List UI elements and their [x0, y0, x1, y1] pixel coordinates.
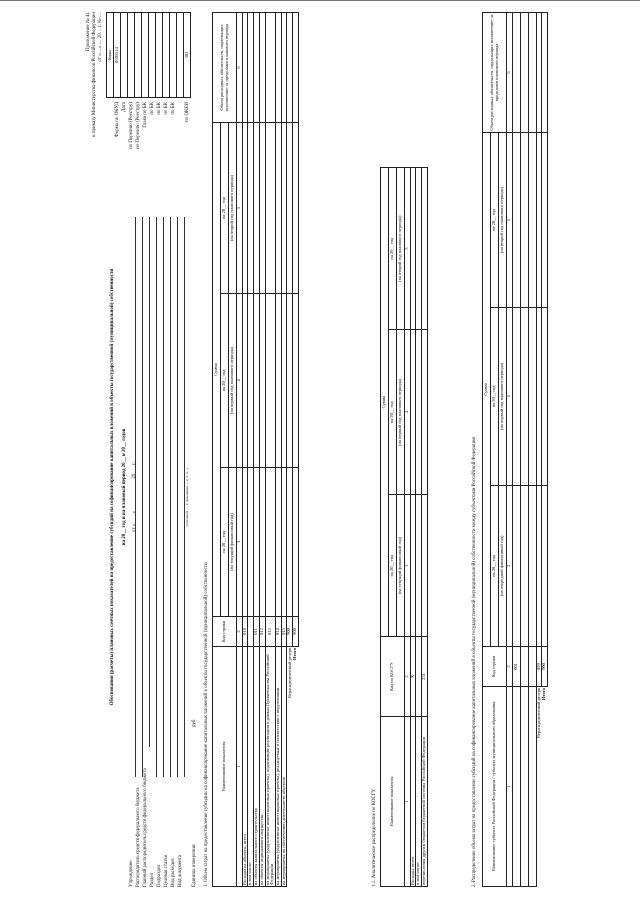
- s11-col-sum: Сумма: [381, 168, 389, 637]
- table-row: [528, 13, 536, 887]
- field-subsection: Подраздел: [157, 864, 162, 887]
- code-cell: [142, 13, 149, 98]
- s2-col-code: Код строки: [483, 647, 507, 687]
- code-cell: [177, 13, 184, 98]
- s1-col-code: Код строки: [213, 617, 237, 647]
- s2-reserve-code: 899: [536, 647, 542, 687]
- s1-col-y2-sub: (на первый год планового периода): [229, 293, 237, 467]
- s1-col-y1-sub: (на текущий финансовый год): [229, 467, 237, 616]
- bk-label-3: по БК: [164, 102, 169, 115]
- section11-title: 1.1. Аналитическое распределение по КОСГУ: [372, 788, 377, 887]
- section2-title: 2. Распределение объема затрат на предоставление субсидий на софинансирование капитальных вложений в объекты государственной (муниципальной) собственности между субъектами Российской Федерации: [472, 436, 477, 887]
- s2-reserve-label: Нераспределенный резерв: [535, 688, 541, 739]
- s11-colnum: 1: [405, 717, 411, 887]
- field-line: [156, 217, 157, 777]
- doc-type-hint: (основной — 1; изменения — 2, 3, 4 ...): [185, 467, 189, 527]
- s11-col-code: Код по КОСГУ: [381, 637, 405, 717]
- s2-colnum: 6: [507, 13, 513, 133]
- s11-col-name: Наименование показателя: [381, 717, 405, 887]
- s1-row-name: в том числе:: [248, 647, 254, 887]
- s1-colnum: 2: [237, 617, 243, 647]
- bk-chapter-label: Глава по БК: [143, 102, 148, 128]
- s1-total-label: Итого: [292, 648, 298, 661]
- s1-row-code: 010: [242, 617, 248, 647]
- s1-row-code: 012: [259, 617, 265, 647]
- okei-code: 383: [184, 13, 191, 98]
- field-institution: Учреждение: [129, 860, 134, 887]
- table-row: [265, 13, 275, 887]
- s1-colnum: 4: [237, 293, 243, 467]
- field-line: [142, 217, 143, 777]
- okei-label: по ОКЕИ: [185, 102, 190, 123]
- s2-col-y1-sub: (на очередной финансовый год): [499, 485, 507, 646]
- code-cell: [156, 13, 163, 98]
- s2-col-name: Наименование субъекта Российской Федерации / субъекта муниципального образования: [483, 687, 507, 887]
- s11-colnum: 2: [405, 637, 411, 717]
- s1-col-name: Наименование показателя: [213, 647, 237, 887]
- rotated-sheet: [80, 2, 610, 897]
- appendix-line3: от «…» … 20… г. № …: [98, 12, 103, 62]
- document-date: от «____» ____________ 20___ г.: [132, 462, 137, 532]
- s2-col-y3: на 20__ год: [491, 133, 499, 308]
- field-distributor: Распорядитель средств федерального бюджета: [136, 787, 141, 887]
- s11-col-y2-sub: (на первый год планового периода): [397, 330, 405, 495]
- form-okud-label: Форма по ОКУД: [115, 102, 120, 138]
- section1-title: 1. Объем затрат на предоставление субсидии на софинансирование капитальных вложений в объекты государственной (муниципальной) собственности: [204, 562, 209, 887]
- s2-col-y1: на 20__ год: [491, 485, 499, 646]
- s1-row-name: на мероприятия (укрупненные инвестиционные проекты), реализуемые в соответствии с поручениями: [276, 647, 282, 887]
- field-expense-type: Вид расходов: [171, 858, 176, 887]
- s2-row-name: [512, 687, 520, 887]
- document-title: Обоснования (расчеты) плановых сметных показателей на предоставление субсидий на софинансирование капитальных вложений в объекты государственной (муниципальной) собственности: [110, 268, 115, 706]
- s1-col-y3: на 20__ год: [221, 123, 229, 294]
- s1-col-sum: Сумма: [213, 123, 221, 617]
- s1-row-name: на мероприятия по обеспечению деятельности объектов: [281, 647, 287, 887]
- field-line: [149, 217, 150, 747]
- s11-col-y3-sub: (на второй год планового периода): [397, 168, 405, 330]
- unit-value: руб: [192, 719, 197, 727]
- s2-row-code: [520, 647, 528, 687]
- s1-row-code: 011: [254, 617, 260, 647]
- registry-label-2: по Перечню (Реестру): [136, 102, 141, 150]
- section2-table: [482, 12, 548, 887]
- field-line: [135, 217, 136, 777]
- s1-col-obligations: Объем расходных обязательств, подлежащих исполнению за пределами планового периода: [213, 13, 237, 123]
- s11-colnum: 3: [405, 495, 411, 637]
- field-main-distributor: Главный распорядитель средств федерального бюджета: [143, 768, 148, 887]
- s2-col-y3-sub: (на второй год планового периода): [499, 133, 507, 308]
- section11-table: [380, 167, 428, 887]
- s2-colnum: 2: [507, 647, 513, 687]
- s2-colnum: 5: [507, 133, 513, 308]
- top-border-line: [0, 0, 640, 1]
- s2-total-label: Итого: [541, 688, 547, 701]
- s2-colnum: 4: [507, 307, 513, 485]
- code-cell: [121, 13, 128, 98]
- s2-total-code: 900: [542, 647, 548, 687]
- s11-row-code: Х: [410, 637, 416, 717]
- bk-label-1: по БК: [150, 102, 155, 115]
- s1-row-code: 013: [265, 617, 275, 647]
- code-cell: [128, 13, 135, 98]
- s11-row-code: 251: [422, 637, 428, 717]
- s11-colnum: 5: [405, 168, 411, 330]
- s11-col-y2: на 20__ год: [389, 330, 397, 495]
- appendix-title: Приложение № 41: [86, 12, 91, 52]
- table-row: [542, 13, 548, 887]
- s1-colnum: 3: [237, 467, 243, 616]
- bk-label-2: по БК: [157, 102, 162, 115]
- s11-row-name: Расходы, всего: [410, 717, 416, 887]
- date-label: Дата: [122, 102, 127, 112]
- table-row: [512, 13, 520, 887]
- s2-colnum: 3: [507, 485, 513, 646]
- s1-row-name: на мероприятия (укрупненные инвестиционные проекты), подлежащие реализации в рамках Правительства Российской Федерации: [265, 647, 275, 887]
- unit-label: Единица измерения:: [192, 843, 197, 887]
- form-code: 0505514: [114, 13, 121, 98]
- s11-row-name: в том числе:: [416, 717, 422, 887]
- field-line: [177, 217, 178, 777]
- s1-row-code: 900: [293, 617, 299, 647]
- bk-label-4: по БК: [171, 102, 176, 115]
- registry-label-1: по Перечню (Реестру): [129, 102, 134, 150]
- field-line: [170, 217, 171, 777]
- s2-col-sum: Сумма: [483, 133, 491, 647]
- field-document-type: Вид документа: [178, 854, 183, 887]
- code-cell: [149, 13, 156, 98]
- field-target-article: Целевая статья: [164, 855, 169, 887]
- s1-col-y1: на 20__ год: [221, 467, 229, 616]
- s1-colnum: 1: [237, 647, 243, 887]
- s11-col-y1: на 20__ год: [389, 495, 397, 637]
- s1-row-name: на объекты капитального строительства: [254, 647, 260, 887]
- s1-col-y3-sub: (на второй год планового периода): [229, 123, 237, 294]
- s11-colnum: 4: [405, 330, 411, 495]
- s2-col-obligations: Объем расходных обязательств, подлежащих исполнению за пределами планового периода: [483, 13, 507, 133]
- s2-row-code: 001: [512, 647, 520, 687]
- table-row: [293, 13, 299, 887]
- s11-col-y3: на 20__ год: [389, 168, 397, 330]
- s1-col-y2: на 20__ год: [221, 293, 229, 467]
- s1-row-code: 015: [281, 617, 287, 647]
- s2-colnum: 1: [507, 687, 513, 887]
- table-row: [422, 168, 428, 887]
- s2-col-y2: на 20__ год: [491, 307, 499, 485]
- s1-row-code: 900: [287, 617, 293, 647]
- s2-row-name: [520, 687, 528, 887]
- s1-colnum: 5: [237, 123, 243, 294]
- code-cell: [163, 13, 170, 98]
- table-row: [520, 13, 528, 887]
- s2-col-y2-sub: (на первый год планового периода): [499, 307, 507, 485]
- codes-header: Коды: [107, 13, 114, 98]
- appendix-line2: к приказу Министерства финансов Российской Федерации: [92, 12, 97, 137]
- s1-colnum: 6: [237, 13, 243, 123]
- code-cell: [170, 13, 177, 98]
- s1-row-code: 014: [276, 617, 282, 647]
- field-section: Раздел: [150, 872, 155, 887]
- s1-row-name: на объекты недвижимого имущества: [259, 647, 265, 887]
- s11-row-name: перечисления другим бюджетам бюджетной системы Российской Федерации: [422, 717, 428, 887]
- section1-table: [212, 12, 299, 887]
- field-line: [163, 217, 164, 777]
- codes-table: [106, 12, 191, 98]
- s1-row-name: Расходы на объекты, всего: [242, 647, 248, 887]
- s1-reserve-label: Нераспределенный резерв: [286, 648, 292, 699]
- code-cell: [135, 13, 142, 98]
- s11-col-y1-sub: (на текущий финансовый год): [397, 495, 405, 637]
- document-period: на 20__ год и на плановый период 20__ и 20__ годов: [122, 428, 127, 546]
